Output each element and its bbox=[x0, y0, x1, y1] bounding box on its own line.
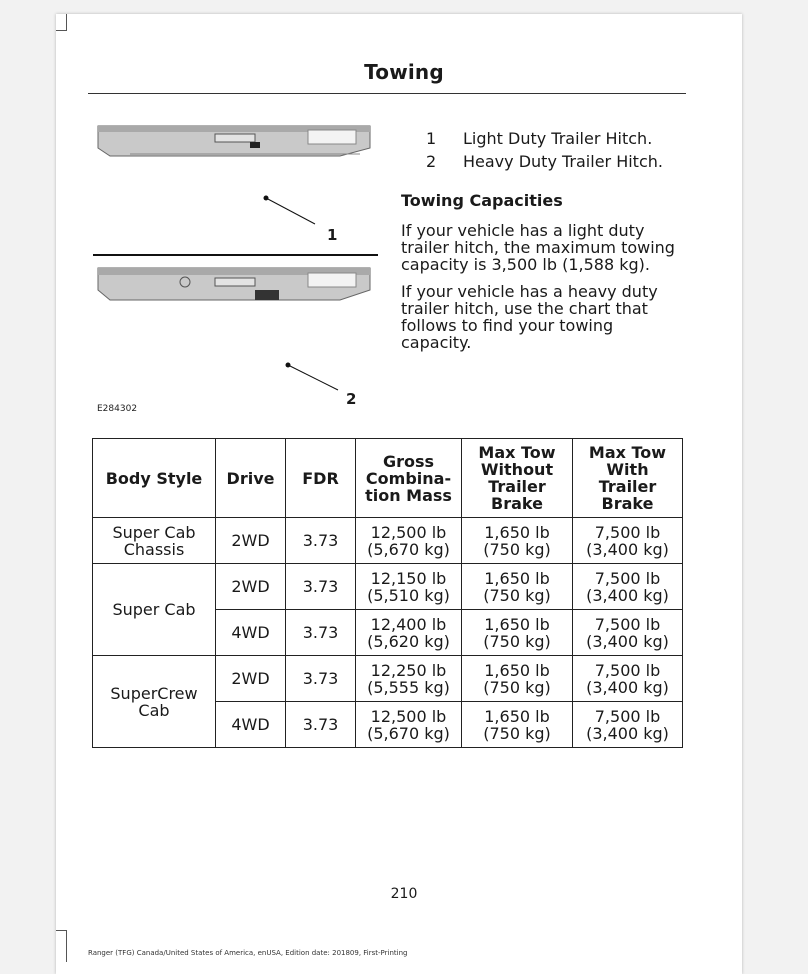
tow-with-brake-cell: 7,500 lb (3,400 kg) bbox=[573, 610, 683, 656]
tow-with-brake-cell: 7,500 lb (3,400 kg) bbox=[573, 564, 683, 610]
legend-number: 2 bbox=[426, 152, 437, 171]
title-rule bbox=[88, 93, 686, 94]
drive-cell: 4WD bbox=[216, 702, 286, 748]
tow-with-brake-cell: 7,500 lb (3,400 kg) bbox=[573, 518, 683, 564]
section-heading: Towing Capacities bbox=[401, 191, 563, 210]
text-line: If your vehicle has a light duty bbox=[401, 221, 645, 240]
drive-cell: 2WD bbox=[216, 518, 286, 564]
body-style-cell: SuperCrew Cab bbox=[93, 656, 216, 748]
tow-with-brake-cell: 7,500 lb (3,400 kg) bbox=[573, 702, 683, 748]
body-style-cell: Super Cab Chassis bbox=[93, 518, 216, 564]
drive-cell: 2WD bbox=[216, 564, 286, 610]
text-line: trailer hitch, the maximum towing bbox=[401, 238, 675, 257]
figure-id: E284302 bbox=[97, 404, 138, 414]
towing-capacity-table bbox=[92, 438, 683, 748]
crop-mark-bottom bbox=[56, 930, 67, 962]
page-number: 210 bbox=[390, 886, 418, 902]
paragraph-heavy-duty bbox=[401, 283, 691, 351]
hitch-illustration bbox=[90, 118, 390, 418]
legend-item bbox=[426, 127, 663, 150]
body-style-cell: Super Cab bbox=[93, 564, 216, 656]
drive-cell: 2WD bbox=[216, 656, 286, 702]
header-gcm: Gross Combina- tion Mass bbox=[356, 439, 462, 518]
text-line: capacity is 3,500 lb (1,588 kg). bbox=[401, 255, 650, 274]
text-line: capacity. bbox=[401, 333, 472, 352]
header-max-tow-with-brake: Max Tow With Trailer Brake bbox=[573, 439, 683, 518]
tow-without-brake-cell: 1,650 lb (750 kg) bbox=[462, 610, 573, 656]
legend-text: Light Duty Trailer Hitch. bbox=[463, 129, 653, 148]
header-max-tow-without-brake: Max Tow Without Trailer Brake bbox=[462, 439, 573, 518]
table-header-row bbox=[93, 439, 683, 518]
heavy-duty-bumper bbox=[98, 268, 370, 300]
gcm-cell: 12,250 lb (5,555 kg) bbox=[356, 656, 462, 702]
tow-without-brake-cell: 1,650 lb (750 kg) bbox=[462, 564, 573, 610]
header-body-style: Body Style bbox=[93, 439, 216, 518]
header-drive: Drive bbox=[216, 439, 286, 518]
text-line: follows to find your towing bbox=[401, 316, 614, 335]
tow-without-brake-cell: 1,650 lb (750 kg) bbox=[462, 656, 573, 702]
text-line: If your vehicle has a heavy duty bbox=[401, 282, 658, 301]
fdr-cell: 3.73 bbox=[286, 610, 356, 656]
legend-text: Heavy Duty Trailer Hitch. bbox=[463, 152, 663, 171]
gcm-cell: 12,400 lb (5,620 kg) bbox=[356, 610, 462, 656]
text-line: trailer hitch, use the chart that bbox=[401, 299, 648, 318]
legend-number: 1 bbox=[426, 129, 437, 148]
tow-without-brake-cell: 1,650 lb (750 kg) bbox=[462, 518, 573, 564]
figure-legend bbox=[426, 127, 663, 173]
fdr-cell: 3.73 bbox=[286, 518, 356, 564]
callout-1: 1 bbox=[327, 226, 338, 244]
crop-mark-top bbox=[56, 14, 67, 31]
table-row bbox=[93, 656, 683, 702]
callout-leader-1 bbox=[264, 196, 316, 225]
paragraph-light-duty bbox=[401, 222, 691, 273]
figure-divider bbox=[93, 254, 378, 256]
callout-leader-2 bbox=[286, 363, 339, 391]
header-fdr: FDR bbox=[286, 439, 356, 518]
drive-cell: 4WD bbox=[216, 610, 286, 656]
tow-with-brake-cell: 7,500 lb (3,400 kg) bbox=[573, 656, 683, 702]
fdr-cell: 3.73 bbox=[286, 656, 356, 702]
table-row bbox=[93, 564, 683, 610]
page-title: Towing bbox=[364, 60, 444, 84]
callout-2: 2 bbox=[346, 390, 357, 408]
fdr-cell: 3.73 bbox=[286, 564, 356, 610]
gcm-cell: 12,500 lb (5,670 kg) bbox=[356, 518, 462, 564]
gcm-cell: 12,150 lb (5,510 kg) bbox=[356, 564, 462, 610]
tow-without-brake-cell: 1,650 lb (750 kg) bbox=[462, 702, 573, 748]
page-footer: Ranger (TFG) Canada/United States of America, enUSA, Edition date: 201809, First-Printing bbox=[88, 949, 408, 957]
light-duty-bumper bbox=[98, 126, 370, 156]
fdr-cell: 3.73 bbox=[286, 702, 356, 748]
table-row bbox=[93, 518, 683, 564]
gcm-cell: 12,500 lb (5,670 kg) bbox=[356, 702, 462, 748]
legend-item bbox=[426, 150, 663, 173]
